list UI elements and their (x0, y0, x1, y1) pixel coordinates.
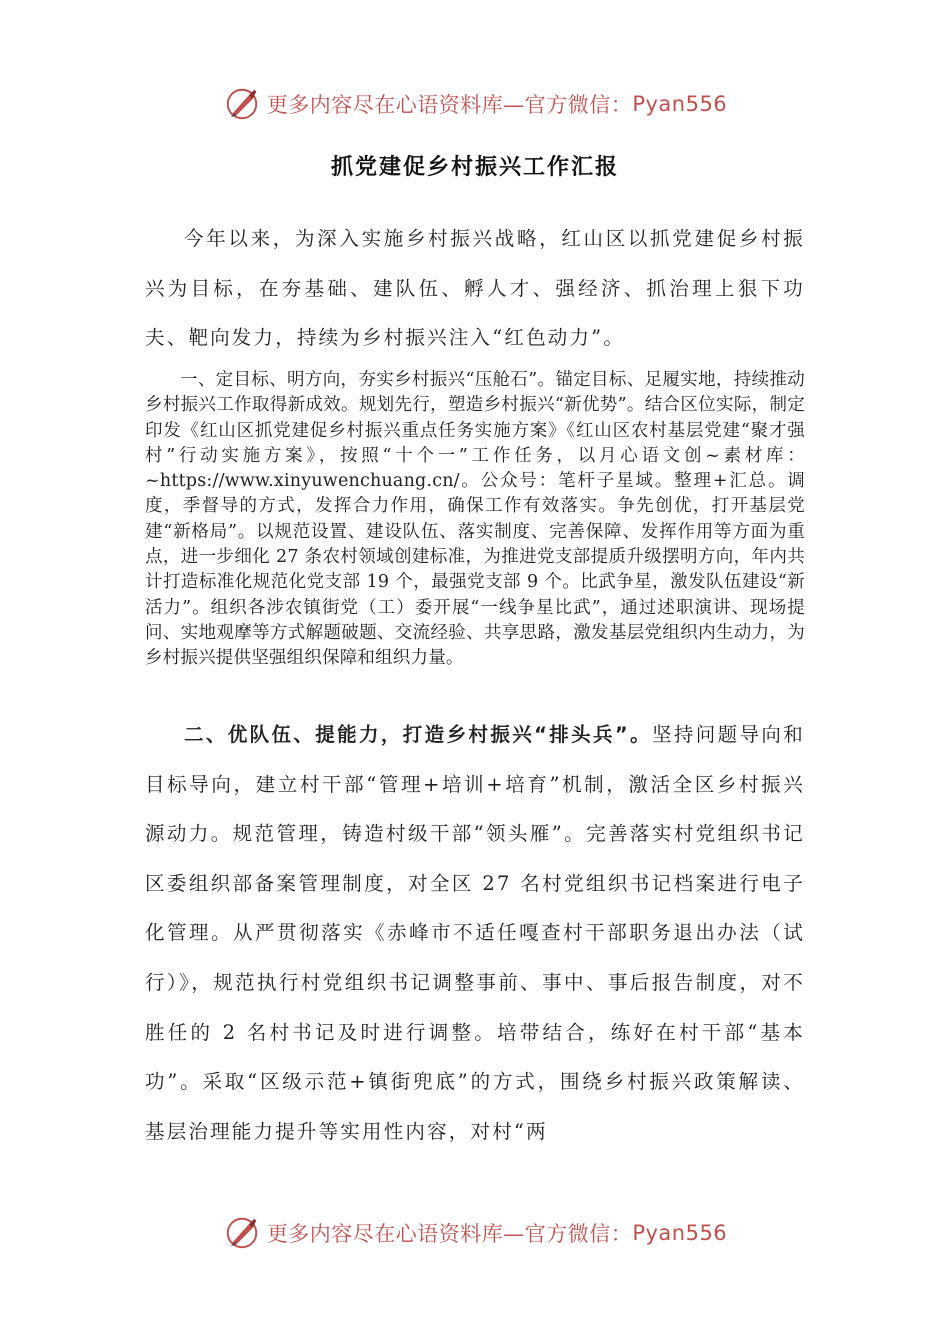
document-title: 抓党建促乡村振兴工作汇报 (330, 155, 619, 180)
section-two-body: 坚持问题导向和目标导向，建立村干部“管理+培训+培育”机制，激活全区乡村振兴源动力。规范管理，铸造村级干部“领头雁”。完善落实村党组织书记区委组织部备案管理制度，对全区 27 名村党组织书记档案进行电子化管理。从严贯彻落实《赤峰市不适任嘎查村干部职务退出办法（试行）》，规范执行村党组织书记调整事前、事中、事后报告制度，对不胜任的 2 名村书记及时进行调整。培带结合，练好在村干部“基本功”。采取“区级示范+镇街兜底”的方式，围绕乡村振兴政策解读、基层治理能力提升等实用性内容，对村“两 (145, 723, 805, 1143)
section-two-paragraph (145, 710, 805, 1156)
section-two-heading: 二、优队伍、提能力，打造乡村振兴“排头兵”。 (184, 723, 652, 746)
banner-text: 更多内容尽在心语资料库—官方微信： (266, 93, 633, 117)
banner-wechat-id: Pyan556 (632, 1221, 728, 1245)
banner-wechat-id: Pyan556 (632, 92, 728, 116)
banner-text: 更多内容尽在心语资料库—官方微信： (266, 1222, 633, 1246)
header-watermark-banner (0, 84, 950, 124)
intro-paragraph: 今年以来，为深入实施乡村振兴战略，红山区以抓党建促乡村振兴为目标，在夯基础、建队伍、孵人才、强经济、抓治理上狠下功夫、靶向发力，持续为乡村振兴注入“红色动力”。 (145, 227, 805, 349)
section-one-paragraph: 一、定目标、明方向，夯实乡村振兴“压舱石”。锚定目标、足履实地，持续推动乡村振兴工作取得新成效。规划先行，塑造乡村振兴“新优势”。结合区位实际，制定印发《红山区抓党建促乡村振兴重点任务实施方案》《红山区农村基层党建“聚才强村”行动实施方案》，按照“十个一”工作任务，以月心语文创~素材库：~https://www.xinyuwenchuang.cn/。公众号：笔杆子星域。整理+汇总。调度，季督导的方式，发挥合力作用，确保工作有效落实。争先创优，打开基层党建“新格局”。以规范设置、建设队伍、落实制度、完善保障、发挥作用等方面为重点，进一步细化 27 条农村领域创建标准，为推进党支部提质升级摆明方向，年内共计打造标准化规范化党支部 19 个，最强党支部 9 个。比武争星，激发队伍建设“新活力”。组织各涉农镇街党（工）委开展“一线争星比武”，通过述职演讲、现场提问、实地观摩等方式解题破题、交流经验、共享思路，激发基层党组织内生动力，为乡村振兴提供坚强组织保障和组织力量。 (145, 370, 805, 669)
pen-logo-icon (223, 85, 261, 123)
footer-watermark-banner (0, 1213, 950, 1253)
pen-logo-icon (223, 1214, 261, 1252)
